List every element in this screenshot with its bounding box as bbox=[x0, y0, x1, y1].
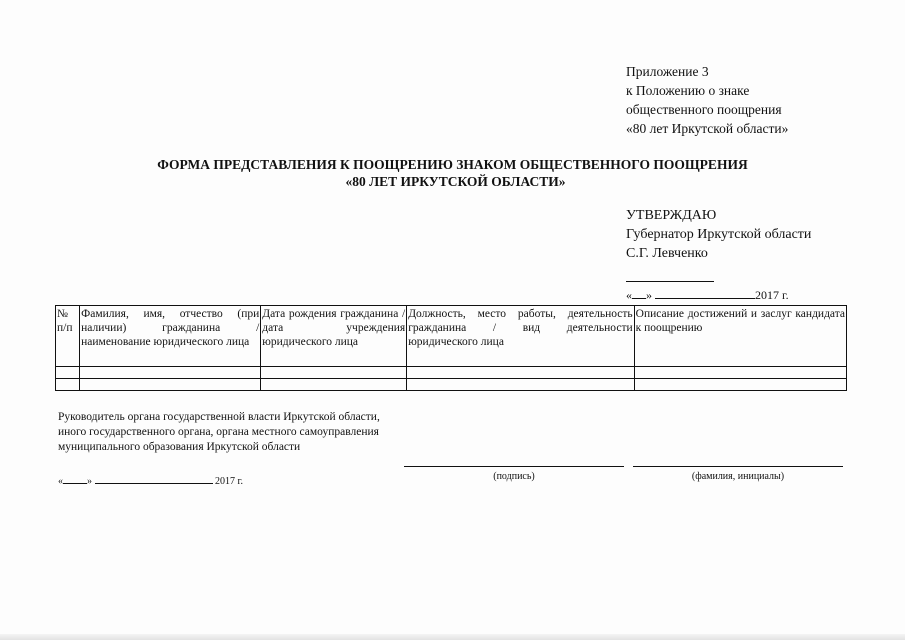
table-header-row bbox=[56, 306, 847, 367]
name-field bbox=[633, 466, 843, 482]
appendix-line-3: общественного поощрения bbox=[626, 102, 782, 117]
table-cell[interactable] bbox=[634, 379, 846, 391]
approval-date-close-quote: » bbox=[646, 288, 652, 302]
appendix-line-2: к Положению о знаке bbox=[626, 83, 750, 98]
table-cell[interactable] bbox=[261, 379, 407, 391]
approval-date-row bbox=[626, 286, 811, 305]
header-birth-date: Дата рождения гражданина / дата учреждения юридического лица bbox=[261, 306, 407, 367]
form-title-line-2: «80 ЛЕТ ИРКУТСКОЙ ОБЛАСТИ» bbox=[345, 174, 566, 189]
footer-date-row bbox=[58, 474, 243, 487]
approval-date-year: 2017 г. bbox=[755, 288, 789, 302]
approval-name: С.Г. Левченко bbox=[626, 246, 708, 261]
approval-block bbox=[626, 206, 811, 305]
approval-month-blank bbox=[655, 287, 755, 299]
scan-edge bbox=[0, 634, 905, 640]
footer-date-open-quote: « bbox=[58, 476, 63, 487]
approval-heading: УТВЕРЖДАЮ bbox=[626, 208, 717, 223]
header-full-name: Фамилия, имя, отчество (при наличии) гражданина / наименование юридического лица bbox=[80, 306, 261, 367]
approval-position: Губернатор Иркутской области bbox=[626, 227, 812, 242]
table-row bbox=[56, 367, 847, 379]
approval-signature-line bbox=[626, 269, 714, 282]
table-cell[interactable] bbox=[80, 367, 261, 379]
approval-date-open-quote: « bbox=[626, 288, 632, 302]
footer-date-close-quote: » bbox=[87, 476, 92, 487]
form-title-line-1: ФОРМА ПРЕДСТАВЛЕНИЯ К ПООЩРЕНИЮ ЗНАКОМ ОБЩЕСТВЕННОГО ПООЩРЕНИЯ bbox=[157, 157, 748, 172]
footer-date-year: 2017 г. bbox=[215, 476, 243, 487]
footer-month-blank bbox=[95, 474, 213, 484]
appendix-line-1: Приложение 3 bbox=[626, 64, 709, 79]
header-number: № п/п bbox=[56, 306, 80, 367]
name-caption: (фамилия, инициалы) bbox=[691, 471, 785, 482]
table-cell[interactable] bbox=[407, 367, 634, 379]
organization-head-block bbox=[58, 410, 380, 455]
appendix-line-4: «80 лет Иркутской области» bbox=[626, 121, 789, 136]
organization-head-line-2: иного государственного органа, органа местного самоуправления bbox=[58, 426, 379, 438]
table-cell[interactable] bbox=[634, 367, 846, 379]
organization-head-line-1: Руководитель органа государственной власти Иркутской области, bbox=[58, 411, 380, 423]
table-cell[interactable] bbox=[80, 379, 261, 391]
nomination-table bbox=[55, 305, 847, 391]
appendix-block bbox=[626, 62, 788, 138]
form-title bbox=[0, 156, 905, 190]
organization-head-line-3: муниципального образования Иркутской области bbox=[58, 441, 301, 453]
table-cell[interactable] bbox=[56, 367, 80, 379]
approval-day-blank bbox=[632, 287, 646, 299]
table-cell[interactable] bbox=[56, 379, 80, 391]
footer-day-blank bbox=[63, 474, 87, 484]
header-position-workplace: Должность, место работы, деятельность гражданина / вид деятельности юридического лица bbox=[407, 306, 634, 367]
signature-caption: (подпись) bbox=[493, 471, 535, 482]
header-achievements: Описание достижений и заслуг кандидата к поощрению bbox=[634, 306, 846, 367]
signature-field bbox=[404, 466, 624, 482]
table-cell[interactable] bbox=[261, 367, 407, 379]
table-cell[interactable] bbox=[407, 379, 634, 391]
table-row bbox=[56, 379, 847, 391]
